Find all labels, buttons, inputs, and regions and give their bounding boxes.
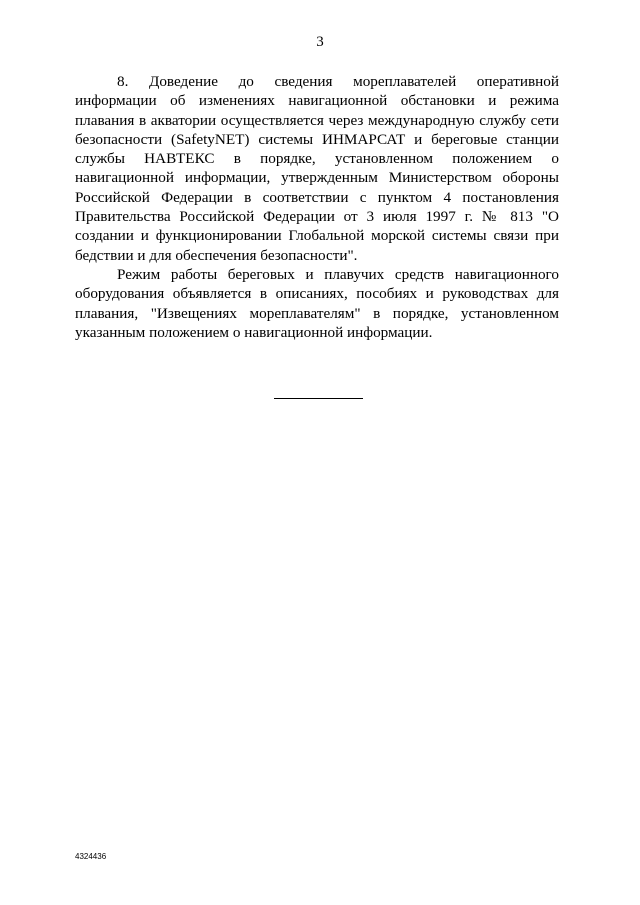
- paragraph-operating-mode: Режим работы береговых и плавучих средств навигационного оборудования объявляется в описаниях, пособиях и руководствах для плавания, "Извещениях мореплавателям" в порядке, установленном указанным положением о навигационной информации.: [75, 265, 559, 341]
- paragraph-navigation-info: 8. Доведение до сведения мореплавателей оперативной информации об изменениях навигационной обстановки и режима плавания в акватории осуществляется через международную службу сети безопасности (SafetyNET) системы ИНМАРСАТ и береговые станции службы НАВТЕКС в порядке, установленном положением о навигационной информации, утвержденным Министерством обороны Российской Федерации в соответствии с пунктом 4 постановления Правительства Российской Федерации от 3 июля 1997 г. № 813 "О создании и функционировании Глобальной морской системы связи при бедствии и для обеспечения безопасности".: [75, 73, 559, 264]
- page-number: 3: [316, 34, 324, 50]
- document-body: [75, 72, 559, 342]
- end-separator-line: [274, 398, 363, 399]
- document-code: 4324436: [75, 852, 107, 861]
